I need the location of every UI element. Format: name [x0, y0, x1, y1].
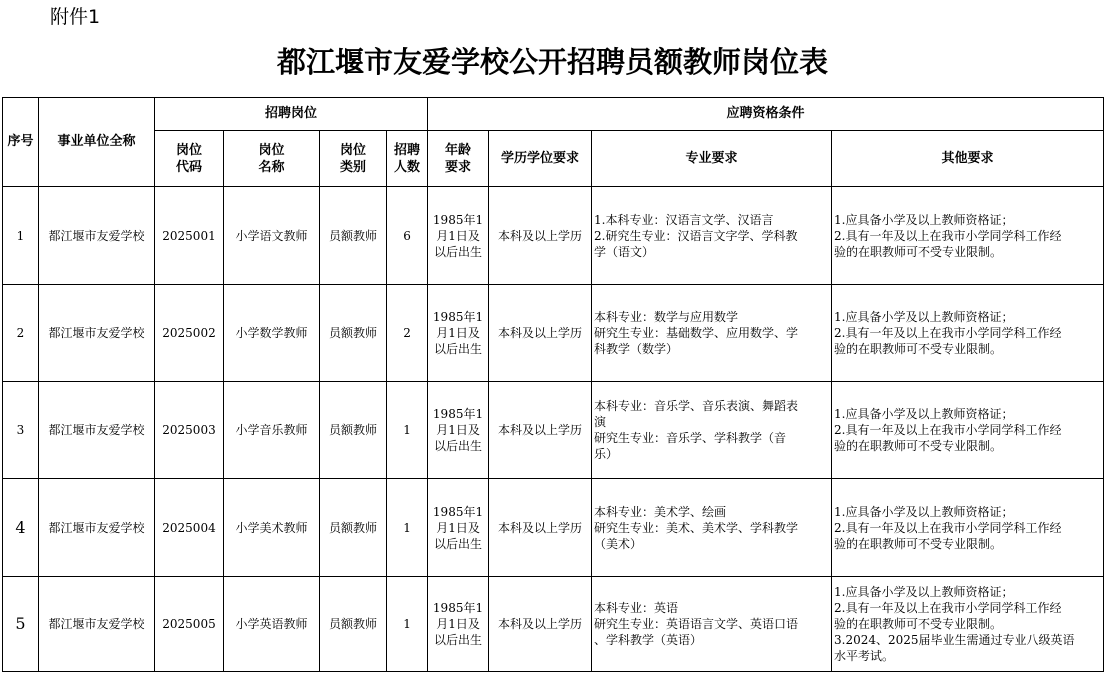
- cell-unit: 都江堰市友爱学校: [39, 382, 155, 479]
- cell-age: 1985年1 月1日及 以后出生: [428, 382, 489, 479]
- cell-major: 1.本科专业：汉语言文学、汉语言 2.研究生专业：汉语言文字学、学科教 学（语文）: [592, 187, 832, 285]
- cell-edu: 本科及以上学历: [489, 187, 592, 285]
- cell-unit: 都江堰市友爱学校: [39, 285, 155, 382]
- cell-edu: 本科及以上学历: [489, 479, 592, 577]
- header-edu: 学历学位要求: [489, 131, 592, 187]
- attachment-label: 附件1: [50, 6, 101, 28]
- header-seq: 序号: [3, 98, 39, 187]
- cell-edu: 本科及以上学历: [489, 382, 592, 479]
- cell-unit: 都江堰市友爱学校: [39, 479, 155, 577]
- cell-age: 1985年1 月1日及 以后出生: [428, 187, 489, 285]
- cell-other: 1.应具备小学及以上教师资格证； 2.具有一年及以上在我市小学同学科工作经 验的在职教师可不受专业限制。 3.2024、2025届毕业生需通过专业八级英语 水平考试。: [832, 577, 1104, 672]
- cell-major: 本科专业：美术学、绘画 研究生专业：美术、美术学、学科教学 （美术）: [592, 479, 832, 577]
- cell-major: 本科专业：音乐学、音乐表演、舞蹈表 演 研究生专业：音乐学、学科教学（音 乐）: [592, 382, 832, 479]
- cell-seq: 5: [3, 577, 39, 672]
- cell-unit: 都江堰市友爱学校: [39, 187, 155, 285]
- header-count: 招聘 人数: [387, 131, 428, 187]
- header-other: 其他要求: [832, 131, 1104, 187]
- cell-name: 小学音乐教师: [224, 382, 320, 479]
- cell-code: 2025002: [155, 285, 224, 382]
- cell-seq: 3: [3, 382, 39, 479]
- cell-code: 2025003: [155, 382, 224, 479]
- cell-edu: 本科及以上学历: [489, 577, 592, 672]
- page-title: 都江堰市友爱学校公开招聘员额教师岗位表: [276, 45, 828, 79]
- cell-other: 1.应具备小学及以上教师资格证； 2.具有一年及以上在我市小学同学科工作经 验的在职教师可不受专业限制。: [832, 479, 1104, 577]
- cell-count: 6: [387, 187, 428, 285]
- header-recruit-group: 招聘岗位: [155, 98, 428, 131]
- cell-major: 本科专业：英语 研究生专业：英语语言文学、英语口语 、学科教学（英语）: [592, 577, 832, 672]
- table-row: [3, 187, 1104, 285]
- header-age: 年龄 要求: [428, 131, 489, 187]
- cell-edu: 本科及以上学历: [489, 285, 592, 382]
- header-category: 岗位 类别: [320, 131, 387, 187]
- cell-age: 1985年1 月1日及 以后出生: [428, 479, 489, 577]
- cell-category: 员额教师: [320, 577, 387, 672]
- cell-unit: 都江堰市友爱学校: [39, 577, 155, 672]
- cell-other: 1.应具备小学及以上教师资格证； 2.具有一年及以上在我市小学同学科工作经 验的在职教师可不受专业限制。: [832, 285, 1104, 382]
- table-row: [3, 382, 1104, 479]
- cell-category: 员额教师: [320, 285, 387, 382]
- cell-name: 小学数学教师: [224, 285, 320, 382]
- header-name: 岗位 名称: [224, 131, 320, 187]
- cell-count: 1: [387, 382, 428, 479]
- cell-code: 2025001: [155, 187, 224, 285]
- cell-code: 2025004: [155, 479, 224, 577]
- cell-age: 1985年1 月1日及 以后出生: [428, 285, 489, 382]
- cell-count: 2: [387, 285, 428, 382]
- cell-code: 2025005: [155, 577, 224, 672]
- header-major: 专业要求: [592, 131, 832, 187]
- cell-category: 员额教师: [320, 187, 387, 285]
- table-row: [3, 577, 1104, 672]
- cell-name: 小学美术教师: [224, 479, 320, 577]
- header-qualification-group: 应聘资格条件: [428, 98, 1104, 131]
- cell-category: 员额教师: [320, 479, 387, 577]
- cell-other: 1.应具备小学及以上教师资格证； 2.具有一年及以上在我市小学同学科工作经 验的在职教师可不受专业限制。: [832, 382, 1104, 479]
- header-unit: 事业单位全称: [39, 98, 155, 187]
- cell-name: 小学英语教师: [224, 577, 320, 672]
- table-row: [3, 479, 1104, 577]
- cell-age: 1985年1 月1日及 以后出生: [428, 577, 489, 672]
- cell-category: 员额教师: [320, 382, 387, 479]
- cell-seq: 4: [3, 479, 39, 577]
- cell-other: 1.应具备小学及以上教师资格证； 2.具有一年及以上在我市小学同学科工作经 验的在职教师可不受专业限制。: [832, 187, 1104, 285]
- cell-seq: 2: [3, 285, 39, 382]
- cell-major: 本科专业：数学与应用数学 研究生专业：基础数学、应用数学、学 科教学（数学）: [592, 285, 832, 382]
- table-row: [3, 285, 1104, 382]
- positions-table: [2, 97, 1104, 672]
- cell-seq: 1: [3, 187, 39, 285]
- cell-count: 1: [387, 577, 428, 672]
- cell-name: 小学语文教师: [224, 187, 320, 285]
- header-code: 岗位 代码: [155, 131, 224, 187]
- cell-count: 1: [387, 479, 428, 577]
